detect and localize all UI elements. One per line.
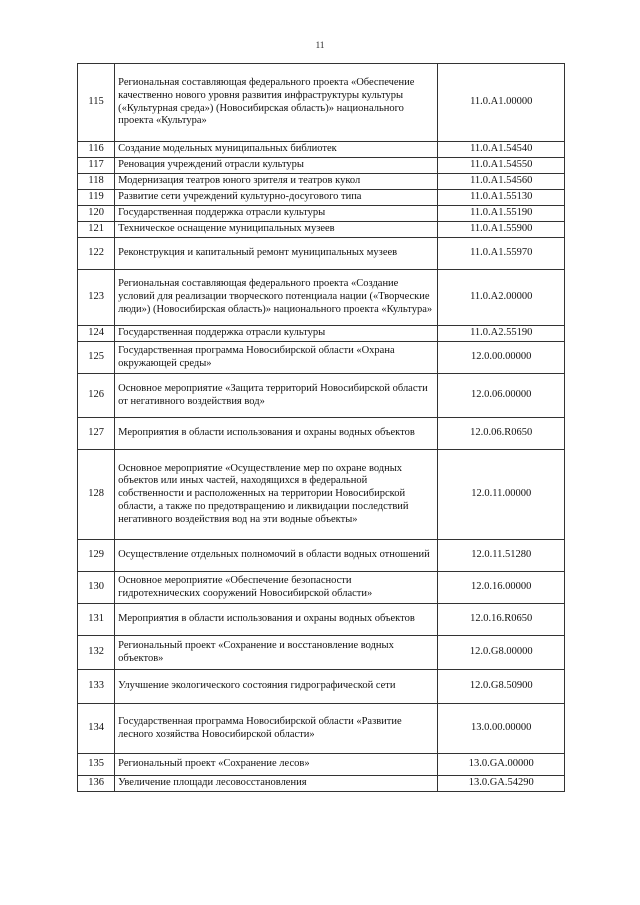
row-code: 12.0.11.00000 [438,450,565,540]
row-code: 13.0.GA.00000 [438,754,565,776]
row-number: 123 [78,270,115,326]
row-number: 116 [78,142,115,158]
row-code: 11.0.A1.55900 [438,222,565,238]
table-row [78,636,565,670]
table-row [78,158,565,174]
row-code: 11.0.A1.55970 [438,238,565,270]
row-name: Государственная поддержка отрасли культуры [115,326,438,342]
row-name: Основное мероприятие «Осуществление мер по охране водных объектов или иных частей, находящихся в федеральной собственности и расположенных на территории Новосибирской области, а также по предотвращению и ликвидации последствий негативного воздействия вод на эти водные объекты» [115,450,438,540]
table-row [78,222,565,238]
budget-classification-table [77,63,565,792]
table-row [78,206,565,222]
table-row [78,776,565,792]
row-code: 12.0.G8.50900 [438,670,565,704]
table-row [78,572,565,604]
row-name: Региональная составляющая федерального проекта «Создание условий для реализации творческого потенциала нации («Творческие люди») (Новосибирская область)» национального проекта «Культура» [115,270,438,326]
table-row [78,142,565,158]
row-code: 11.0.A1.54560 [438,174,565,190]
row-number: 132 [78,636,115,670]
table-row [78,670,565,704]
row-name: Увеличение площади лесовосстановления [115,776,438,792]
row-name: Государственная поддержка отрасли культуры [115,206,438,222]
table-row [78,342,565,374]
row-name: Региональная составляющая федерального проекта «Обеспечение качественно нового уровня развития инфраструктуры культуры («Культурная среда») (Новосибирская область)» национального проекта «Культура» [115,64,438,142]
row-code: 12.0.16.R0650 [438,604,565,636]
table-row [78,450,565,540]
table-row [78,540,565,572]
row-code: 12.0.16.00000 [438,572,565,604]
row-name: Региональный проект «Сохранение лесов» [115,754,438,776]
table-row [78,190,565,206]
row-number: 130 [78,572,115,604]
row-code: 11.0.A1.00000 [438,64,565,142]
table-row [78,270,565,326]
row-number: 122 [78,238,115,270]
table-row [78,374,565,418]
row-code: 12.0.00.00000 [438,342,565,374]
row-name: Государственная программа Новосибирской области «Охрана окружающей среды» [115,342,438,374]
row-number: 127 [78,418,115,450]
row-code: 12.0.06.00000 [438,374,565,418]
row-code: 11.0.A1.54550 [438,158,565,174]
row-name: Реновация учреждений отрасли культуры [115,158,438,174]
row-code: 12.0.11.51280 [438,540,565,572]
row-number: 135 [78,754,115,776]
row-number: 133 [78,670,115,704]
row-number: 118 [78,174,115,190]
row-code: 11.0.A1.55130 [438,190,565,206]
row-code: 11.0.A2.00000 [438,270,565,326]
table-row [78,418,565,450]
table-body [78,64,565,792]
row-name: Государственная программа Новосибирской области «Развитие лесного хозяйства Новосибирской области» [115,704,438,754]
table-row [78,754,565,776]
row-number: 115 [78,64,115,142]
row-number: 125 [78,342,115,374]
row-number: 134 [78,704,115,754]
table-row [78,174,565,190]
row-name: Мероприятия в области использования и охраны водных объектов [115,604,438,636]
table-row [78,238,565,270]
page-number: 11 [315,40,325,50]
row-number: 126 [78,374,115,418]
table-row [78,64,565,142]
row-code: 11.0.A1.54540 [438,142,565,158]
row-name: Модернизация театров юного зрителя и театров кукол [115,174,438,190]
row-code: 12.0.G8.00000 [438,636,565,670]
row-name: Улучшение экологического состояния гидрографической сети [115,670,438,704]
row-name: Реконструкция и капитальный ремонт муниципальных музеев [115,238,438,270]
row-code: 12.0.06.R0650 [438,418,565,450]
row-name: Создание модельных муниципальных библиотек [115,142,438,158]
row-name: Техническое оснащение муниципальных музеев [115,222,438,238]
row-name: Осуществление отдельных полномочий в области водных отношений [115,540,438,572]
row-number: 131 [78,604,115,636]
row-name: Региональный проект «Сохранение и восстановление водных объектов» [115,636,438,670]
table-row [78,704,565,754]
row-number: 119 [78,190,115,206]
row-code: 13.0.00.00000 [438,704,565,754]
table-row [78,604,565,636]
row-code: 11.0.A1.55190 [438,206,565,222]
row-number: 121 [78,222,115,238]
row-number: 124 [78,326,115,342]
row-number: 117 [78,158,115,174]
row-name: Развитие сети учреждений культурно-досугового типа [115,190,438,206]
row-number: 128 [78,450,115,540]
row-code: 11.0.A2.55190 [438,326,565,342]
row-number: 129 [78,540,115,572]
table-row [78,326,565,342]
row-number: 136 [78,776,115,792]
row-number: 120 [78,206,115,222]
row-name: Основное мероприятие «Защита территорий Новосибирской области от негативного воздействия вод» [115,374,438,418]
row-name: Основное мероприятие «Обеспечение безопасности гидротехнических сооружений Новосибирской области» [115,572,438,604]
row-code: 13.0.GA.54290 [438,776,565,792]
row-name: Мероприятия в области использования и охраны водных объектов [115,418,438,450]
